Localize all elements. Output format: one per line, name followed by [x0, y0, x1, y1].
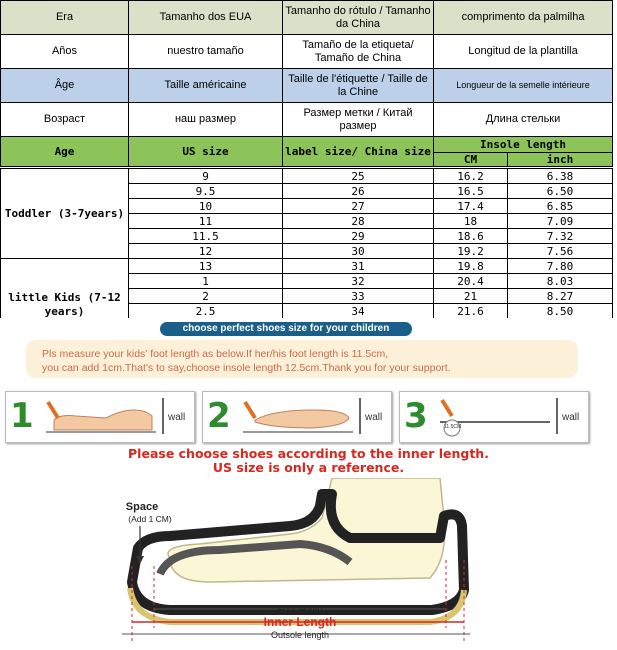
label-size-cell: 31: [283, 259, 434, 274]
header-cell: Longitud de la plantilla: [434, 35, 613, 69]
header-cell: Tamaño de la etiqueta/ Tamaño de China: [283, 35, 434, 69]
step-1-panel: [5, 391, 195, 443]
inch-cell: 6.38: [508, 169, 613, 184]
ruler-label: 11.5CM: [444, 424, 462, 430]
label-size-cell: 28: [283, 214, 434, 229]
step-3-panel: [399, 391, 589, 443]
inch-cell: 7.56: [508, 244, 613, 259]
inch-cell: 6.50: [508, 184, 613, 199]
us-size-cell: 2: [129, 289, 283, 304]
label-size-cell: 33: [283, 289, 434, 304]
header-cell: наш размер: [129, 103, 283, 137]
ruler-icon: [430, 396, 555, 438]
header-cell: Longueur de la semelle intérieure: [434, 69, 613, 103]
cm-cell: 16.5: [434, 184, 508, 199]
age-group-toddler: Toddler (3-7years): [1, 169, 129, 259]
header-cell: Taille de l'étiquette / Taille de la Chine: [283, 69, 434, 103]
header-row-french: [1, 69, 613, 103]
table-row: [1, 169, 613, 184]
cm-cell: 21.6: [434, 304, 508, 319]
header-table: [0, 0, 613, 167]
size-table: [0, 168, 613, 319]
step-number: 1: [10, 396, 34, 436]
foot-length-label: Foot length: [277, 604, 323, 614]
inch-cell: 8.03: [508, 274, 613, 289]
header-cell: Años: [1, 35, 129, 69]
header-row-spanish: [1, 35, 613, 69]
wall-line: [556, 398, 558, 434]
header-cell: comprimento da palmilha: [434, 1, 613, 35]
cm-cell: 19.8: [434, 259, 508, 274]
header-cell: Âge: [1, 69, 129, 103]
label-size-cell: 25: [283, 169, 434, 184]
label-size-cell: 34: [283, 304, 434, 319]
age-column-header: Age: [1, 137, 129, 167]
space-label: Space: [125, 501, 159, 513]
label-size-cell: 26: [283, 184, 434, 199]
wall-label: wall: [365, 412, 383, 423]
header-cell: Taille américaine: [129, 69, 283, 103]
outsole-length-label: Outsole length: [270, 630, 330, 640]
header-row-portuguese: [1, 1, 613, 35]
us-size-cell: 13: [129, 259, 283, 274]
label-size-cell: 32: [283, 274, 434, 289]
table-row: [1, 259, 613, 274]
age-group-little-kids: [1, 259, 129, 319]
instruction-line-2: you can add 1cm.That's to say,choose insole length 12.5cm.Thank you for your support.: [42, 362, 451, 374]
us-size-cell: 10: [129, 199, 283, 214]
cm-cell: 16.2: [434, 169, 508, 184]
header-cell: Длина стельки: [434, 103, 613, 137]
wall-line: [162, 398, 164, 434]
step-2-panel: [202, 391, 392, 443]
cm-cell: 21: [434, 289, 508, 304]
inch-cell: 7.32: [508, 229, 613, 244]
inch-cell: 6.85: [508, 199, 613, 214]
header-cell: Размер метки / Китай размер: [283, 103, 434, 137]
header-cell: Era: [1, 1, 129, 35]
us-size-cell: 11.5: [129, 229, 283, 244]
instruction-line-1: Pls measure your kids' foot length as below.If her/his foot length is 11.5cm,: [42, 348, 389, 360]
banner-title: choose perfect shoes size for your children: [160, 322, 412, 336]
foot-top-icon: [233, 396, 358, 438]
inch-cell: 7.09: [508, 214, 613, 229]
age-group-label: little Kids (7-12 years): [8, 291, 121, 318]
header-cell: Tamanho dos EUA: [129, 1, 283, 35]
label-size-column-header: label size/ China size: [283, 137, 434, 167]
us-size-cell: 9.5: [129, 184, 283, 199]
wall-label: wall: [562, 412, 580, 423]
insole-length-column-header: Insole length: [434, 137, 613, 153]
cm-cell: 20.4: [434, 274, 508, 289]
us-size-column-header: US size: [129, 137, 283, 167]
label-size-cell: 27: [283, 199, 434, 214]
label-size-cell: 29: [283, 229, 434, 244]
shoe-diagram: [100, 478, 480, 650]
notice-line-1: Please choose shoes according to the inner length.: [128, 446, 489, 461]
inch-cell: 8.50: [508, 304, 613, 319]
wall-line: [359, 398, 361, 434]
instruction-banner-area: [0, 318, 617, 380]
inch-cell: 7.80: [508, 259, 613, 274]
cm-cell: 18: [434, 214, 508, 229]
header-cell: Tamanho do rótulo / Tamanho da China: [283, 1, 434, 35]
step-number: 3: [404, 396, 428, 436]
us-size-cell: 1: [129, 274, 283, 289]
measure-instruction-box: [26, 340, 578, 378]
cm-cell: 18.6: [434, 229, 508, 244]
label-size-cell: 30: [283, 244, 434, 259]
us-size-cell: 12: [129, 244, 283, 259]
us-size-cell: 2.5: [129, 304, 283, 319]
cm-cell: 19.2: [434, 244, 508, 259]
us-size-cell: 9: [129, 169, 283, 184]
header-row-russian: [1, 103, 613, 137]
green-header-row: [1, 137, 613, 153]
wall-label: wall: [168, 412, 186, 423]
header-cell: Возраст: [1, 103, 129, 137]
notice-line-2: US size is only a reference.: [212, 460, 405, 475]
cm-column-header: CM: [434, 153, 508, 167]
space-sub-label: (Add 1 CM): [128, 514, 172, 524]
us-size-cell: 11: [129, 214, 283, 229]
cm-cell: 17.4: [434, 199, 508, 214]
foot-side-icon: [36, 396, 161, 438]
inch-column-header: inch: [508, 153, 613, 167]
inch-cell: 8.27: [508, 289, 613, 304]
inner-length-label: Inner Length: [263, 615, 337, 629]
step-number: 2: [207, 396, 231, 436]
header-cell: nuestro tamaño: [129, 35, 283, 69]
